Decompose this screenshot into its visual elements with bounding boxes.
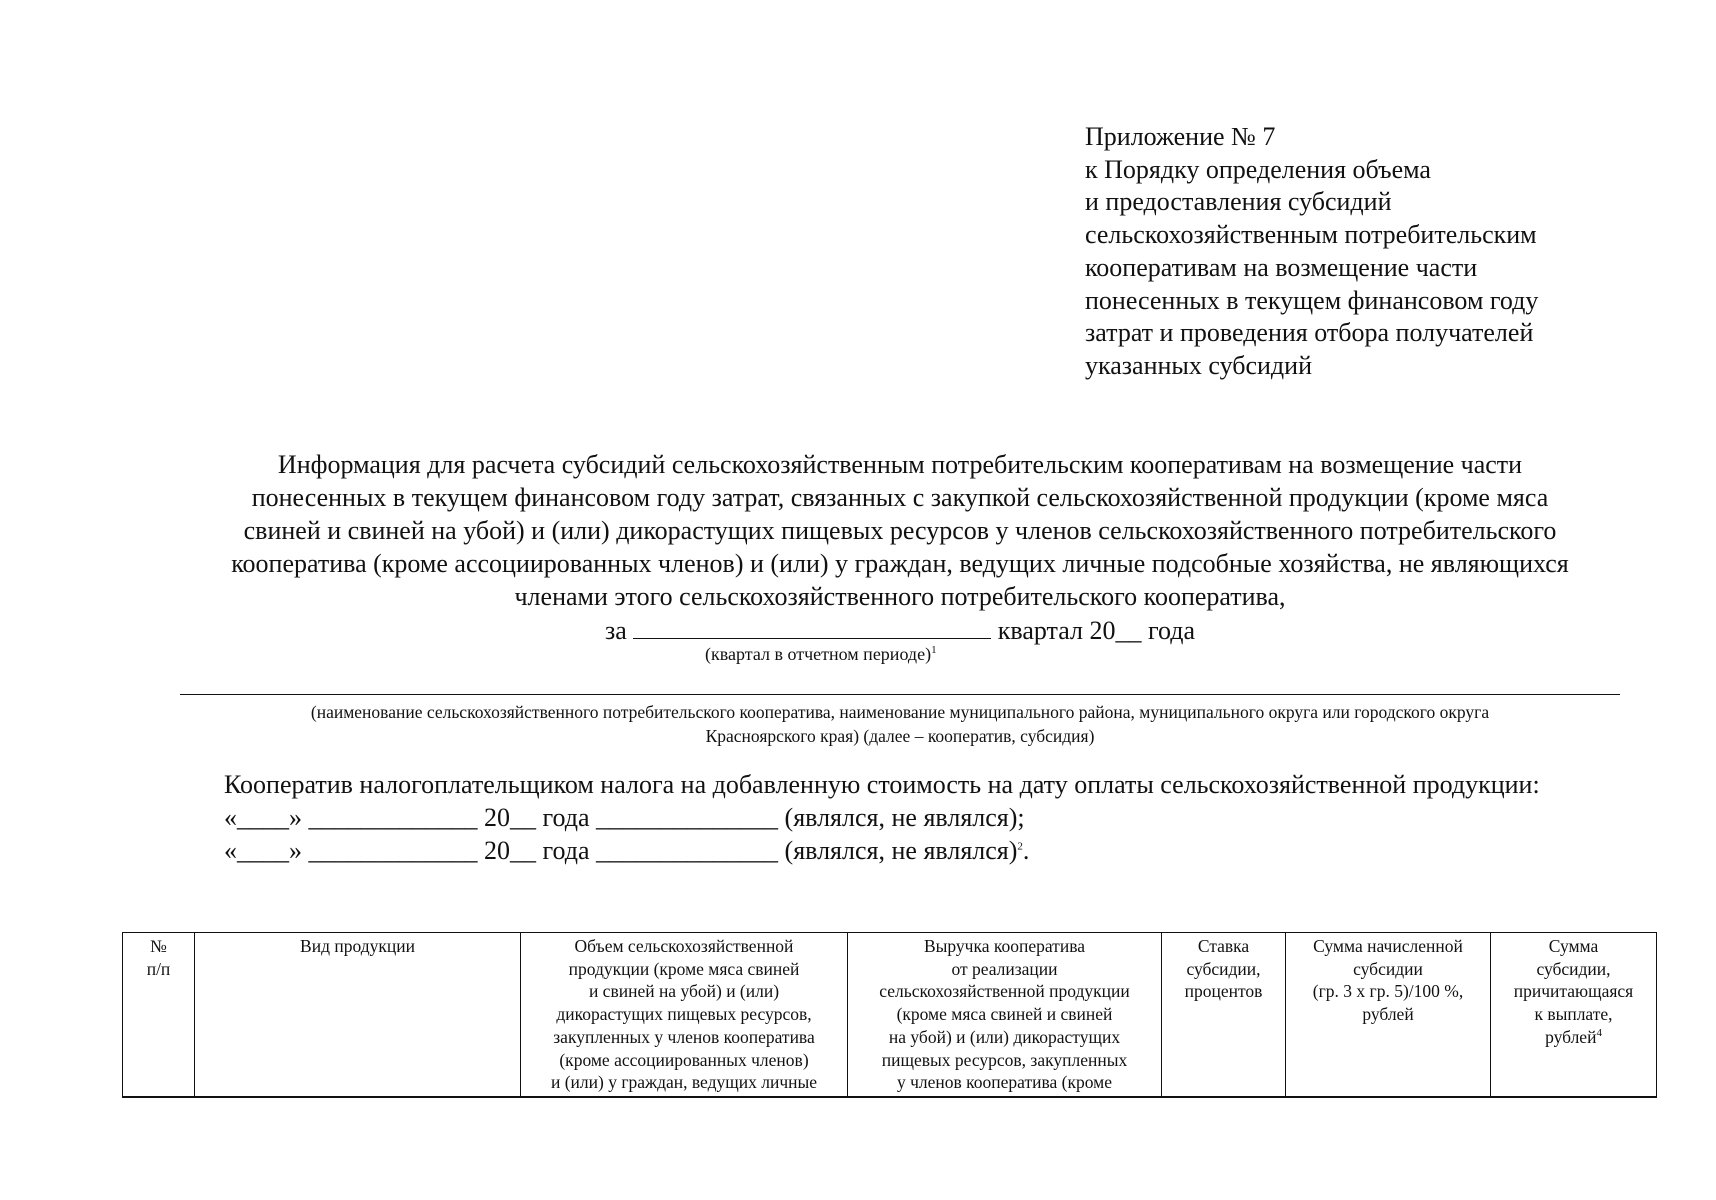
appendix-line: сельскохозяйственным потребительским	[1085, 220, 1537, 250]
quarter-blank-field[interactable]	[633, 618, 991, 639]
header-cell-rate: Ставка субсидии, процентов	[1162, 933, 1286, 1097]
vat-date-row-1: «____» _____________ 20__ года ______________ (являлся, не являлся);	[224, 803, 1025, 832]
period-suffix: квартал 20__ года	[997, 616, 1196, 645]
appendix-line: кооперативам на возмещение части	[1085, 252, 1478, 282]
title-line: членами этого сельскохозяйственного потребительского кооператива,	[514, 582, 1286, 611]
title-line: Информация для расчета субсидий сельскохозяйственным потребительским кооперативам на возмещение части	[277, 450, 1523, 479]
subsidy-table	[122, 932, 1657, 1098]
appendix-line: указанных субсидий	[1085, 350, 1312, 380]
header-cell-product-type: Вид продукции	[195, 933, 521, 1097]
appendix-line: понесенных в текущем финансовом году	[1085, 285, 1539, 315]
vat-section	[150, 768, 1644, 867]
period-prefix: за	[604, 616, 627, 645]
title-line: понесенных в текущем финансовом году затрат, связанных с закупкой сельскохозяйственной продукции (кроме мяса	[251, 483, 1549, 512]
footnote-ref: 1	[931, 644, 937, 656]
appendix-line: и предоставления субсидий	[1085, 187, 1392, 217]
header-cell-revenue: Выручка кооператива от реализации сельскохозяйственной продукции (кроме мяса свиней и свиней на убой) и (или) дикорастущих пищевых ресурсов, закупленных у членов кооператива (кроме	[848, 933, 1162, 1097]
appendix-line: затрат и проведения отбора получателей	[1085, 318, 1534, 348]
appendix-header	[1085, 121, 1538, 383]
period-line	[150, 614, 1650, 647]
header-cell-accrued-sum: Сумма начисленной субсидии (гр. 3 х гр. 5)/100 %, рублей	[1286, 933, 1491, 1097]
vat-statement: Кооператив налогоплательщиком налога на добавленную стоимость на дату оплаты сельскохозяйственной продукции:	[224, 770, 1540, 799]
header-cell-number: № п/п	[123, 933, 195, 1097]
cooperative-name-blank-field[interactable]	[180, 694, 1620, 695]
footnote-ref: 4	[1596, 1026, 1602, 1039]
cooperative-name-hint: (наименование сельскохозяйственного потребительского кооператива, наименование муниципального района, муниципального округа или городского округа Красноярского края) (далее – кооператив, субсидия)	[310, 702, 1490, 746]
title-line: кооператива (кроме ассоциированных членов) и (или) у граждан, ведущих личные подсобные хозяйства, не являющихся	[231, 549, 1569, 578]
appendix-line: к Порядку определения объема	[1085, 154, 1431, 184]
header-cell-payable-sum: Сумма субсидии, причитающаяся к выплате, рублей$^4$	[1491, 933, 1657, 1097]
footnote-ref: 2	[1017, 840, 1023, 853]
document-title	[150, 448, 1650, 613]
title-line: свиней и свиней на убой) и (или) дикорастущих пищевых ресурсов у членов сельскохозяйственного потребительского	[243, 516, 1557, 545]
table-header-row	[123, 933, 1657, 1097]
vat-date-row-2: «____» _____________ 20__ года ______________ (являлся, не являлся)$^2$.	[224, 836, 1030, 865]
appendix-line: Приложение № 7	[1085, 122, 1276, 151]
header-cell-volume: Объем сельскохозяйственной продукции (кроме мяса свиней и свиней на убой) и (или) дикорастущих пищевых ресурсов, закупленных у членов кооператива (кроме ассоциированных членов) и (или) у граждан, ведущих личные	[521, 933, 848, 1097]
period-hint: (квартал в отчетном периоде)$^1$	[705, 644, 937, 664]
